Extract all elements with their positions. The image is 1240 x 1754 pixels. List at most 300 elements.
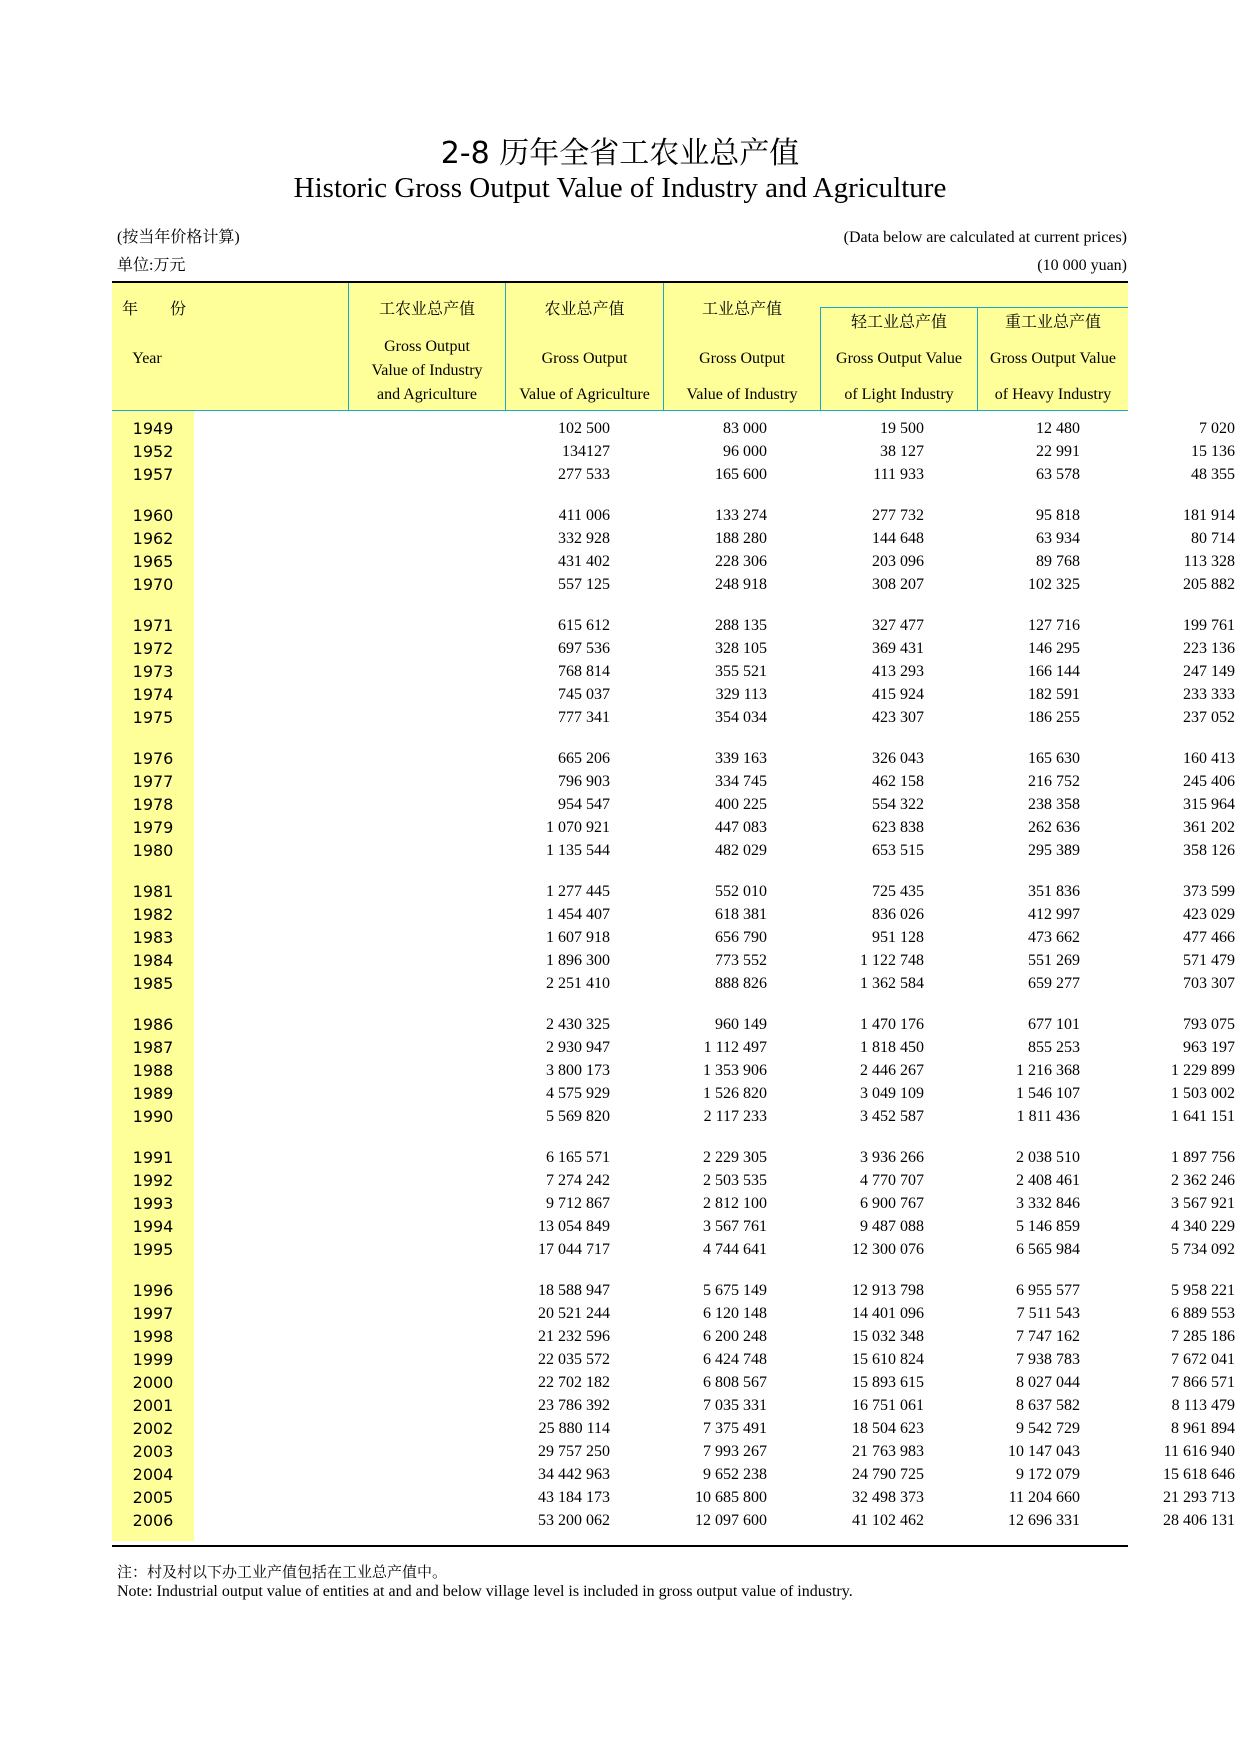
industry-value: 14 401 096 (852, 1305, 924, 1322)
table-row (112, 614, 1235, 637)
heavy-industry-value: 48 355 (1191, 466, 1235, 483)
total-value: 665 206 (558, 750, 610, 767)
year-cell: 1975 (132, 708, 174, 727)
agriculture-value: 328 105 (715, 640, 767, 657)
industry-value: 9 487 088 (860, 1218, 924, 1235)
col5-header-en-1: Gross Output Value (990, 350, 1116, 367)
industry-value: 111 933 (873, 466, 924, 483)
table-row (112, 903, 1235, 926)
heavy-industry-value: 160 413 (1183, 750, 1235, 767)
year-cell: 1973 (132, 662, 174, 681)
heavy-industry-value: 205 882 (1183, 576, 1235, 593)
col1-header-en-3: and Agriculture (377, 386, 477, 403)
total-value: 1 070 921 (546, 819, 610, 836)
heavy-industry-value: 361 202 (1183, 819, 1235, 836)
heavy-industry-value: 8 113 479 (1171, 1397, 1235, 1414)
industry-value: 4 770 707 (860, 1172, 924, 1189)
agriculture-value: 6 808 567 (703, 1374, 767, 1391)
heavy-industry-value: 1 897 756 (1171, 1149, 1235, 1166)
total-value: 2 430 325 (546, 1016, 610, 1033)
industry-value: 308 207 (872, 576, 924, 593)
table-bottom-rule (112, 1545, 1128, 1547)
industry-value: 15 893 615 (852, 1374, 924, 1391)
table-row (112, 1509, 1235, 1532)
light-industry-value: 1 811 436 (1016, 1108, 1080, 1125)
heavy-industry-value: 358 126 (1183, 842, 1235, 859)
light-industry-value: 7 511 543 (1016, 1305, 1080, 1322)
agriculture-value: 228 306 (715, 553, 767, 570)
light-industry-value: 8 027 044 (1016, 1374, 1080, 1391)
industry-value: 2 446 267 (860, 1062, 924, 1079)
total-value: 29 757 250 (538, 1443, 610, 1460)
year-cell: 1997 (132, 1304, 174, 1323)
total-value: 954 547 (558, 796, 610, 813)
agriculture-value: 1 112 497 (703, 1039, 767, 1056)
year-cell: 2006 (132, 1511, 174, 1530)
year-cell: 2005 (132, 1488, 174, 1507)
total-value: 9 712 867 (546, 1195, 610, 1212)
year-header-cn: 年 份 (122, 299, 187, 318)
agriculture-value: 6 200 248 (703, 1328, 767, 1345)
year-cell: 1985 (132, 974, 174, 993)
heavy-industry-value: 373 599 (1183, 883, 1235, 900)
industry-value: 1 470 176 (860, 1016, 924, 1033)
light-industry-value: 473 662 (1028, 929, 1080, 946)
table-row (112, 1082, 1235, 1105)
total-value: 5 569 820 (546, 1108, 610, 1125)
agriculture-value: 618 381 (715, 906, 767, 923)
agriculture-value: 288 135 (715, 617, 767, 634)
industry-value: 3 452 587 (860, 1108, 924, 1125)
agriculture-value: 339 163 (715, 750, 767, 767)
industry-value: 327 477 (872, 617, 924, 634)
total-value: 1 454 407 (546, 906, 610, 923)
agriculture-value: 2 229 305 (703, 1149, 767, 1166)
agriculture-value: 400 225 (715, 796, 767, 813)
heavy-industry-value: 7 285 186 (1171, 1328, 1235, 1345)
agriculture-value: 960 149 (715, 1016, 767, 1033)
agriculture-value: 12 097 600 (695, 1512, 767, 1529)
industry-value: 15 032 348 (852, 1328, 924, 1345)
agriculture-value: 354 034 (715, 709, 767, 726)
heavy-industry-value: 7 672 041 (1171, 1351, 1235, 1368)
col4-header-en-2: of Light Industry (844, 386, 954, 403)
year-cell: 1970 (132, 575, 174, 594)
agriculture-value: 188 280 (715, 530, 767, 547)
total-value: 768 814 (558, 663, 610, 680)
table-row (112, 527, 1235, 550)
industry-value: 12 913 798 (852, 1282, 924, 1299)
light-industry-value: 95 818 (1036, 507, 1080, 524)
table-row (112, 463, 1235, 486)
agriculture-value: 355 521 (715, 663, 767, 680)
total-value: 796 903 (558, 773, 610, 790)
light-industry-value: 8 637 582 (1016, 1397, 1080, 1414)
table-row (112, 504, 1235, 527)
total-value: 17 044 717 (538, 1241, 610, 1258)
agriculture-value: 552 010 (715, 883, 767, 900)
year-cell: 1971 (132, 616, 174, 635)
col2-header-en-1: Gross Output (541, 350, 628, 367)
agriculture-value: 5 675 149 (703, 1282, 767, 1299)
year-cell: 1981 (132, 882, 174, 901)
year-cell: 1998 (132, 1327, 174, 1346)
total-value: 1 277 445 (546, 883, 610, 900)
heavy-industry-value: 793 075 (1183, 1016, 1235, 1033)
total-value: 697 536 (558, 640, 610, 657)
table-row (112, 1440, 1235, 1463)
year-cell: 1976 (132, 749, 174, 768)
col1-header-en-1: Gross Output (384, 338, 470, 355)
light-industry-value: 63 934 (1036, 530, 1080, 547)
heavy-industry-value: 247 149 (1183, 663, 1235, 680)
col2-header-en-2: Value of Agriculture (519, 386, 650, 403)
light-industry-value: 1 216 368 (1016, 1062, 1080, 1079)
heavy-industry-value: 423 029 (1183, 906, 1235, 923)
industry-value: 203 096 (872, 553, 924, 570)
light-industry-value: 102 325 (1028, 576, 1080, 593)
table-row (112, 1105, 1235, 1128)
year-cell: 1989 (132, 1084, 174, 1103)
col1-header-cn: 工农业总产值 (378, 299, 475, 318)
table-row (112, 1279, 1235, 1302)
year-cell: 1974 (132, 685, 174, 704)
heavy-industry-value: 4 340 229 (1171, 1218, 1235, 1235)
industry-value: 15 610 824 (852, 1351, 924, 1368)
year-cell: 1960 (132, 506, 174, 525)
total-value: 615 612 (558, 617, 610, 634)
year-cell: 1983 (132, 928, 174, 947)
light-industry-value: 89 768 (1036, 553, 1080, 570)
heavy-industry-value: 8 961 894 (1171, 1420, 1235, 1437)
agriculture-value: 133 274 (715, 507, 767, 524)
table-row (112, 839, 1235, 862)
heavy-industry-value: 7 866 571 (1171, 1374, 1235, 1391)
industry-value: 462 158 (872, 773, 924, 790)
agriculture-value: 165 600 (715, 466, 767, 483)
total-value: 7 274 242 (546, 1172, 610, 1189)
light-industry-value: 1 546 107 (1016, 1085, 1080, 1102)
industry-value: 951 128 (872, 929, 924, 946)
light-industry-value: 3 332 846 (1016, 1195, 1080, 1212)
agriculture-value: 447 083 (715, 819, 767, 836)
agriculture-value: 656 790 (715, 929, 767, 946)
table-row (112, 926, 1235, 949)
light-industry-value: 7 747 162 (1016, 1328, 1080, 1345)
table-row (112, 1192, 1235, 1215)
table-title-en: Historic Gross Output Value of Industry and Agriculture (293, 172, 947, 204)
heavy-industry-value: 703 307 (1183, 975, 1235, 992)
table-row (112, 1036, 1235, 1059)
light-industry-value: 12 480 (1036, 420, 1080, 437)
total-value: 25 880 114 (538, 1420, 610, 1437)
table-row (112, 880, 1235, 903)
year-cell: 2004 (132, 1465, 174, 1484)
light-industry-value: 2 408 461 (1016, 1172, 1080, 1189)
year-cell: 2000 (132, 1373, 174, 1392)
table-row (112, 440, 1235, 463)
table-row (112, 1371, 1235, 1394)
year-cell: 1962 (132, 529, 174, 548)
light-industry-value: 63 578 (1036, 466, 1080, 483)
agriculture-value: 3 567 761 (703, 1218, 767, 1235)
heavy-industry-value: 571 479 (1183, 952, 1235, 969)
year-cell: 1977 (132, 772, 174, 791)
light-industry-value: 186 255 (1028, 709, 1080, 726)
industry-value: 12 300 076 (852, 1241, 924, 1258)
industry-value: 144 648 (872, 530, 924, 547)
heavy-industry-value: 15 136 (1191, 443, 1235, 460)
year-cell: 1999 (132, 1350, 174, 1369)
industry-value: 1 122 748 (860, 952, 924, 969)
heavy-industry-value: 315 964 (1183, 796, 1235, 813)
table-row (112, 747, 1235, 770)
total-value: 1 896 300 (546, 952, 610, 969)
col5-header-cn: 重工业总产值 (1004, 312, 1101, 331)
table-row (112, 793, 1235, 816)
light-industry-value: 238 358 (1028, 796, 1080, 813)
agriculture-value: 482 029 (715, 842, 767, 859)
agriculture-value: 10 685 800 (695, 1489, 767, 1506)
year-cell: 1993 (132, 1194, 174, 1213)
year-cell: 1991 (132, 1148, 174, 1167)
table-row (112, 1394, 1235, 1417)
unit-cn: 单位:万元 (117, 257, 186, 274)
agriculture-value: 2 812 100 (703, 1195, 767, 1212)
total-value: 34 442 963 (538, 1466, 610, 1483)
industry-value: 18 504 623 (852, 1420, 924, 1437)
total-value: 3 800 173 (546, 1062, 610, 1079)
heavy-industry-value: 199 761 (1183, 617, 1235, 634)
year-cell: 1984 (132, 951, 174, 970)
heavy-industry-value: 2 362 246 (1171, 1172, 1235, 1189)
year-cell: 2001 (132, 1396, 174, 1415)
year-cell: 1986 (132, 1015, 174, 1034)
table-row (112, 1325, 1235, 1348)
footnote-en: Note: Industrial output value of entities at and and below village level is included in gross output value of industry. (117, 1583, 853, 1600)
light-industry-value: 7 938 783 (1016, 1351, 1080, 1368)
light-industry-value: 9 172 079 (1016, 1466, 1080, 1483)
table-title-cn: 2-8 历年全省工农业总产值 (440, 136, 800, 171)
table-row (112, 816, 1235, 839)
heavy-industry-value: 11 616 940 (1163, 1443, 1235, 1460)
industry-value: 653 515 (872, 842, 924, 859)
agriculture-value: 7 993 267 (703, 1443, 767, 1460)
total-value: 411 006 (558, 507, 610, 524)
total-value: 21 232 596 (538, 1328, 610, 1345)
table-row (112, 550, 1235, 573)
industry-value: 836 026 (872, 906, 924, 923)
light-industry-value: 182 591 (1028, 686, 1080, 703)
total-value: 777 341 (558, 709, 610, 726)
col4-header-en-1: Gross Output Value (836, 350, 962, 367)
year-cell: 1995 (132, 1240, 174, 1259)
table-row (112, 1463, 1235, 1486)
table-row (112, 972, 1235, 995)
table-row (112, 1215, 1235, 1238)
industry-value: 6 900 767 (860, 1195, 924, 1212)
heavy-industry-value: 1 503 002 (1171, 1085, 1235, 1102)
year-cell: 1980 (132, 841, 174, 860)
heavy-industry-value: 80 714 (1191, 530, 1235, 547)
heavy-industry-value: 5 734 092 (1171, 1241, 1235, 1258)
light-industry-value: 166 144 (1028, 663, 1080, 680)
heavy-industry-value: 245 406 (1183, 773, 1235, 790)
light-industry-value: 659 277 (1028, 975, 1080, 992)
year-cell: 1952 (132, 442, 174, 461)
light-industry-value: 216 752 (1028, 773, 1080, 790)
total-value: 745 037 (558, 686, 610, 703)
year-cell: 2002 (132, 1419, 174, 1438)
year-cell: 1994 (132, 1217, 174, 1236)
total-value: 1 607 918 (546, 929, 610, 946)
total-value: 22 702 182 (538, 1374, 610, 1391)
industry-value: 1 362 584 (860, 975, 924, 992)
table-row (112, 1417, 1235, 1440)
table-row (112, 683, 1235, 706)
table-header (112, 281, 1128, 411)
heavy-industry-value: 15 618 646 (1163, 1466, 1235, 1483)
industry-value: 554 322 (872, 796, 924, 813)
total-value: 20 521 244 (538, 1305, 610, 1322)
agriculture-value: 9 652 238 (703, 1466, 767, 1483)
total-value: 431 402 (558, 553, 610, 570)
col1-header-en-2: Value of Industry (371, 362, 483, 379)
industry-value: 21 763 983 (852, 1443, 924, 1460)
col5-header-en-2: of Heavy Industry (994, 386, 1112, 403)
table-body (112, 411, 1235, 1541)
total-value: 1 135 544 (546, 842, 610, 859)
year-header-en: Year (132, 350, 162, 367)
agriculture-value: 6 424 748 (703, 1351, 767, 1368)
agriculture-value: 1 526 820 (703, 1085, 767, 1102)
agriculture-value: 6 120 148 (703, 1305, 767, 1322)
unit-en: (10 000 yuan) (1037, 257, 1127, 274)
total-value: 13 054 849 (538, 1218, 610, 1235)
total-value: 277 533 (558, 466, 610, 483)
total-value: 2 930 947 (546, 1039, 610, 1056)
total-value: 22 035 572 (538, 1351, 610, 1368)
light-industry-value: 2 038 510 (1016, 1149, 1080, 1166)
light-industry-value: 677 101 (1028, 1016, 1080, 1033)
col3-header-cn: 工业总产值 (701, 299, 782, 318)
agriculture-value: 7 035 331 (703, 1397, 767, 1414)
heavy-industry-value: 5 958 221 (1171, 1282, 1235, 1299)
total-value: 2 251 410 (546, 975, 610, 992)
industry-value: 38 127 (880, 443, 924, 460)
total-value: 23 786 392 (538, 1397, 610, 1414)
heavy-industry-value: 181 914 (1183, 507, 1235, 524)
total-value: 53 200 062 (538, 1512, 610, 1529)
total-value: 332 928 (558, 530, 610, 547)
table-row (112, 1013, 1235, 1036)
light-industry-value: 10 147 043 (1008, 1443, 1080, 1460)
agriculture-value: 1 353 906 (703, 1062, 767, 1079)
industry-value: 3 936 266 (860, 1149, 924, 1166)
table-row (112, 1169, 1235, 1192)
table-row (112, 573, 1235, 596)
agriculture-value: 7 375 491 (703, 1420, 767, 1437)
light-industry-value: 351 836 (1028, 883, 1080, 900)
agriculture-value: 888 826 (715, 975, 767, 992)
heavy-industry-value: 963 197 (1183, 1039, 1235, 1056)
col2-header-cn: 农业总产值 (544, 299, 625, 318)
footnote-cn: 注：村及村以下办工业产值包括在工业总产值中。 (117, 1563, 448, 1581)
table-row (112, 1059, 1235, 1082)
year-cell: 1957 (132, 465, 174, 484)
table-row (112, 770, 1235, 793)
table-row (112, 1302, 1235, 1325)
industry-value: 24 790 725 (852, 1466, 924, 1483)
light-industry-value: 165 630 (1028, 750, 1080, 767)
heavy-industry-value: 3 567 921 (1171, 1195, 1235, 1212)
table-row (112, 1238, 1235, 1261)
table-row (112, 1146, 1235, 1169)
year-cell: 1965 (132, 552, 174, 571)
year-cell: 1990 (132, 1107, 174, 1126)
industry-value: 16 751 061 (852, 1397, 924, 1414)
light-industry-value: 5 146 859 (1016, 1218, 1080, 1235)
light-industry-value: 6 565 984 (1016, 1241, 1080, 1258)
agriculture-value: 96 000 (723, 443, 767, 460)
heavy-industry-value: 223 136 (1183, 640, 1235, 657)
industry-value: 3 049 109 (860, 1085, 924, 1102)
total-value: 134127 (562, 443, 610, 460)
year-cell: 1992 (132, 1171, 174, 1190)
table-row (112, 637, 1235, 660)
industry-value: 725 435 (872, 883, 924, 900)
year-cell: 1987 (132, 1038, 174, 1057)
light-industry-value: 22 991 (1036, 443, 1080, 460)
table-row (112, 1348, 1235, 1371)
industry-value: 32 498 373 (852, 1489, 924, 1506)
light-industry-value: 262 636 (1028, 819, 1080, 836)
total-value: 18 588 947 (538, 1282, 610, 1299)
agriculture-value: 2 117 233 (703, 1108, 767, 1125)
light-industry-value: 127 716 (1028, 617, 1080, 634)
heavy-industry-value: 1 641 151 (1171, 1108, 1235, 1125)
data-table (112, 281, 1235, 1541)
agriculture-value: 329 113 (715, 686, 767, 703)
table-row (112, 660, 1235, 683)
industry-value: 277 732 (872, 507, 924, 524)
year-cell: 1978 (132, 795, 174, 814)
light-industry-value: 6 955 577 (1016, 1282, 1080, 1299)
col4-header-cn: 轻工业总产值 (850, 312, 947, 331)
industry-value: 1 818 450 (860, 1039, 924, 1056)
industry-value: 623 838 (872, 819, 924, 836)
heavy-industry-value: 28 406 131 (1163, 1512, 1235, 1529)
light-industry-value: 11 204 660 (1008, 1489, 1080, 1506)
heavy-industry-value: 1 229 899 (1171, 1062, 1235, 1079)
table-row (112, 706, 1235, 729)
year-cell: 1949 (132, 419, 174, 438)
heavy-industry-value: 21 293 713 (1163, 1489, 1235, 1506)
table-row (112, 1486, 1235, 1509)
agriculture-value: 248 918 (715, 576, 767, 593)
industry-value: 415 924 (872, 686, 924, 703)
total-value: 6 165 571 (546, 1149, 610, 1166)
heavy-industry-value: 7 020 (1199, 420, 1235, 437)
agriculture-value: 334 745 (715, 773, 767, 790)
industry-value: 326 043 (872, 750, 924, 767)
light-industry-value: 855 253 (1028, 1039, 1080, 1056)
col3-header-en-2: Value of Industry (686, 386, 798, 403)
light-industry-value: 12 696 331 (1008, 1512, 1080, 1529)
heavy-industry-value: 237 052 (1183, 709, 1235, 726)
total-value: 557 125 (558, 576, 610, 593)
industry-value: 423 307 (872, 709, 924, 726)
